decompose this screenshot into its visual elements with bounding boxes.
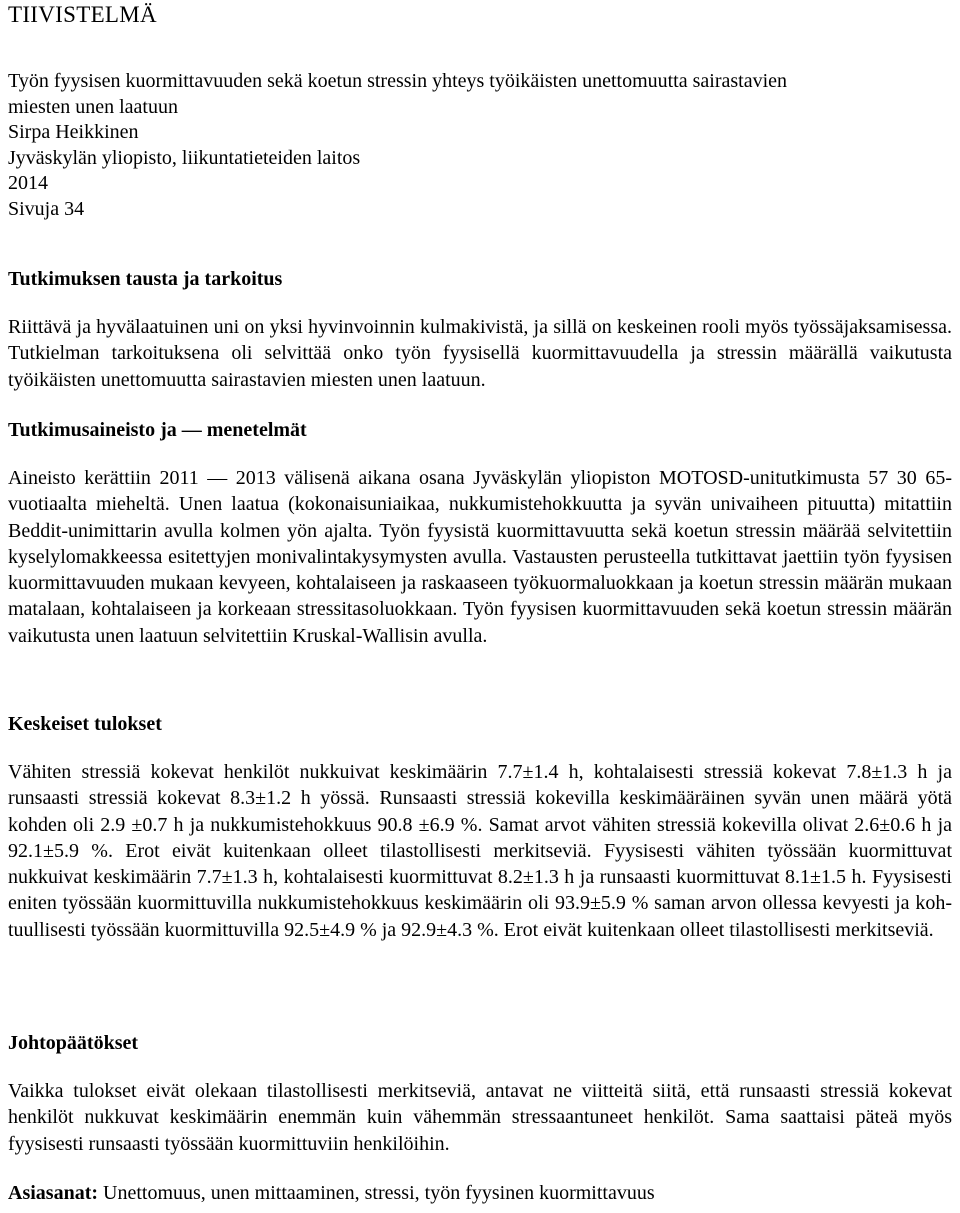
thesis-title-line-2: miesten unen laatuun [8,95,178,118]
keywords-line [8,1182,655,1205]
document-title: TIIVISTELMÄ [8,2,157,27]
institution: Jyväskylän yliopisto, liikuntatieteiden laitos [8,146,361,169]
section-text-background: Riittävä ja hyvälaatuinen uni on yksi hyvinvoinnin kulmakivistä, ja sillä on keskeinen rooli myös työssäjaksamisessa. Tutkielman tarkoituksena oli selvittää onko työn fyysisellä kuormittavuudella ja stressin määrällä vaikutusta työikäisten unettomuutta sairastavien miesten unen laatuun. [8,316,952,391]
thesis-metadata [8,69,952,222]
page-count: Sivuja 34 [8,197,85,220]
keywords-value: Unettomuus, unen mittaaminen, stressi, työn fyysinen kuormittavuus [98,1182,655,1204]
thesis-title-line-1: Työn fyysisen kuormittavuuden sekä koetun stressin yhteys työikäisten unettomuutta sairastavien [8,70,788,92]
author-name: Sirpa Heikkinen [8,121,139,143]
section-heading-methods: Tutkimusaineisto ja — menetelmät [8,419,307,441]
section-heading-background: Tutkimuksen tausta ja tarkoitus [8,268,283,290]
section-heading-results: Keskeiset tulokset [8,713,162,735]
section-text-conclusions: Vaikka tulokset eivät olekaan tilastollisesti merkitseviä, antavat ne viitteitä siitä, että runsaasti stressiä kokevat henkilöt nukkuvat keskimäärin enemmän kuin vähemmän stressaantuneet henkilöt. Sama saattaisi päteä myös fyysisesti runsaasti työssään kuormittuviin henkilöihin. [8,1080,952,1155]
keywords-label: Asiasanat: [8,1182,99,1204]
section-heading-conclusions: Johtopäätökset [8,1032,139,1054]
publication-year: 2014 [8,172,48,194]
section-text-results: Vähiten stressiä kokevat henkilöt nukkuivat keskimäärin 7.7±1.4 h, kohtalaisesti stressiä kokevat 7.8±1.3 h ja runsaasti stressiä kokevat 8.3±1.2 h yössä. Runsaasti stressiä kokevilla keskimääräinen syvän unen määrä yötä kohden oli 2.9 ±0.7 h ja nukkumistehokkuus 90.8 ±6.9 %. Samat arvot vähiten stressiä kokevilla olivat 2.6±0.6 h ja 92.1±5.9 %. Erot eivät kuitenkaan olleet tilastollisesti merkitseviä. Fyysisesti vähiten työssään kuormittuvat nukkuivat keskimäärin 7.7±1.3 h, kohtalaisesti kuormittuvat 8.2±1.3 h ja runsaasti kuormittuvat 8.1±1.5 h. Fyysisesti eniten työssään kuormittuvilla nukkumistehokkuus keskimäärin oli 93.9±5.9 % saman arvon ollessa kevyesti ja kohtuullisesti työssään kuormittuvilla 92.5±4.9 % ja 92.9±4.3 %. Erot eivät kuitenkaan olleet tilastollisesti merkitseviä. [8,761,952,941]
section-text-methods: Aineisto kerättiin 2011 — 2013 välisenä aikana osana Jyväskylän yliopiston MOTOSD-unitutkimusta 57 30 65-vuotiaalta mieheltä. Unen laatua (kokonaisuniaikaa, nukkumistehokkuutta ja syvän univaiheen pituutta) mitattiin Beddit-unimittarin avulla kolmen yön ajalta. Työn fyysistä kuormittavuutta sekä koetun stressin määrää selvitettiin kyselylomakkeessa esitettyjen monivalintakysymysten avulla. Vastausten perusteella tutkittavat jaettiin työn fyysisen kuormittavuuden mukaan kevyeen, kohtalaiseen ja raskaaseen työkuormaluokkaan ja koetun stressin määrän mukaan matalaan, kohtalaiseen ja korkeaan stressitasoluokkaan. Työn fyysisen kuormittavuuden sekä koetun stressin määrän vaikutusta unen laatuun selvitettiin Kruskal-Wallisin avulla. [8,467,952,647]
